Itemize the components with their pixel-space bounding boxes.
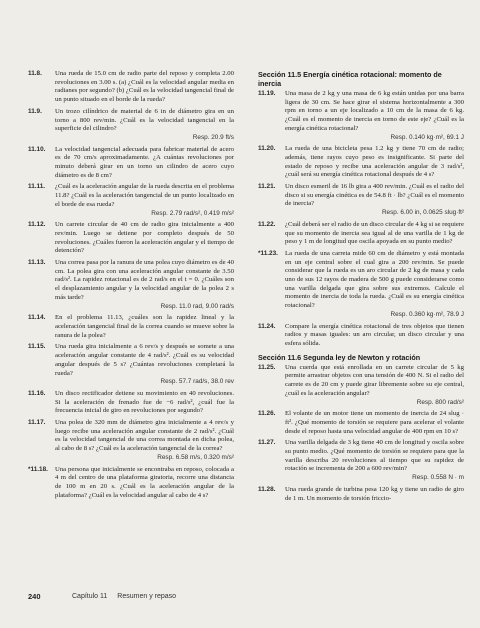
- problem-item: [28, 314, 234, 340]
- problem-number: 11.28.: [258, 485, 276, 493]
- problem-number: 11.13.: [28, 259, 46, 267]
- problem-item: [258, 221, 464, 247]
- problem-item: [258, 250, 464, 320]
- problem-body: [55, 466, 234, 501]
- problem-body: [285, 410, 464, 436]
- problem-answer: Resp. 57.7 rad/s, 38.0 rev: [160, 378, 234, 386]
- problem-item: [28, 419, 234, 463]
- problem-answer: Resp. 0.558 N · m: [412, 474, 464, 482]
- problem-number: 11.19.: [258, 90, 276, 97]
- problem-number: 11.22.: [258, 220, 276, 228]
- problem-body: [55, 70, 234, 105]
- problem-number: 11.21.: [258, 183, 276, 191]
- problem-answer: Resp. 800 rad/s²: [416, 398, 464, 406]
- problem-text: Compare la energía cinética rotacional de tres objetos que tienen radios y masas iguales: un aro circular, un disco circular y una esfera sólida.: [285, 322, 464, 347]
- problem-number: *11.18.: [28, 465, 48, 473]
- problem-text: Una polea de 320 mm de diámetro gira inicialmente a 4 rev/s y luego recibe una aceleración angular constante de 2 rad/s². ¿Cuál es la velocidad tangencial de una correa montada en dicha polea, al cabo de 8 s? ¿Cuál es la aceleración tangencial de la correa?: [55, 419, 234, 453]
- problem-body: [55, 108, 234, 143]
- page-footer: [28, 592, 176, 601]
- problem-number: 11.10.: [28, 145, 46, 153]
- problem-item: [258, 90, 464, 142]
- problem-body: [55, 259, 234, 311]
- problem-item: [28, 259, 234, 311]
- problem-item: [258, 364, 464, 408]
- problem-text: Una varilla delgada de 3 kg tiene 40 cm de longitud y oscila sobre su punto medio. ¿Qué momento de torsión se requiere para que la varilla describa 20 revoluciones al tiempo que su rapidez de rotación se incrementa de 200 a 600 rev/min?: [285, 439, 464, 473]
- problem-number: *11.23.: [258, 249, 278, 257]
- page-number: 240: [28, 592, 41, 601]
- problem-number: 11.15.: [28, 343, 46, 351]
- problem-item: [258, 439, 464, 483]
- problem-number: 11.14.: [28, 314, 46, 322]
- problem-body: [55, 343, 234, 387]
- problem-text: Una rueda gira inicialmente a 6 rev/s y después se somete a una aceleración angular constante de 4 rad/s². ¿Cuál es su velocidad angular después de 5 s? ¿Cuántas revoluciones completará la rueda?: [55, 343, 234, 377]
- problem-number: 11.27.: [258, 439, 276, 447]
- problem-answer: Resp. 2.79 rad/s², 0.419 m/s²: [151, 209, 234, 217]
- problem-answer: Resp. 6.00 in, 0.0625 slug·ft²: [381, 209, 464, 217]
- problem-text: Una masa de 2 kg y una masa de 6 kg están unidas por una barra ligera de 30 cm. Se hace girar el sistema horizontalmente a 300 rpm en torno a un eje localizado a 10 cm de la masa de 6 kg. ¿Cuál es el momento de inercia en torno de este eje? ¿Cuál es la energía cinética rotacional?: [285, 90, 464, 132]
- problem-item: [28, 70, 234, 105]
- problem-text: La rueda de una carreta mide 60 cm de diámetro y está montada en un eje central sobre el cual gira a 200 rev/min. Se puede considerar que la rueda es un aro circular de 2 kg de masa y cada uno de sus 12 rayos de madera de 500 g puede considerarse como una varilla delgada que gira sobre sus extremos. Calcule el momento de inercia de toda la rueda. ¿Cuál es su energía cinética rotacional?: [285, 249, 464, 310]
- chapter-title: Resumen y repaso: [117, 593, 177, 600]
- problem-text: En el problema 11.13, ¿cuáles son la rapidez lineal y la aceleración tangencial final de la correa cuando se mueve sobre la ranura de la polea?: [55, 314, 234, 339]
- problem-text: ¿Cuál deberá ser el radio de un disco circular de 4 kg si se requiere que su momento de inercia sea igual al de una varilla de 1 kg de peso y 1 m de longitud que oscila apoyada en su punto medio?: [285, 220, 465, 246]
- problem-body: [55, 146, 234, 181]
- problem-item: [28, 390, 234, 416]
- problem-text: Un trozo cilíndrico de material de 6 in de diámetro gira en un torno a 800 rev/min. ¿Cuál es la velocidad tangencial en la superficie del cilindro?: [55, 107, 234, 133]
- problem-number: 11.8.: [28, 70, 42, 77]
- problem-answer: Resp. 0.360 kg·m², 78.9 J: [390, 310, 464, 318]
- problem-number: 11.16.: [28, 389, 46, 397]
- problem-number: 11.11.: [28, 183, 46, 191]
- problem-body: [285, 323, 464, 349]
- problem-body: [55, 183, 234, 218]
- left-column: [28, 70, 234, 503]
- problem-number: 11.9.: [28, 107, 42, 115]
- problem-item: [28, 343, 234, 387]
- problem-text: Un disco rectificador detiene su movimiento en 40 revoluciones. Si la aceleración de frenado fue de −6 rad/s², ¿cuál fue la frecuencia inicial de giro en revoluciones por segundo?: [55, 389, 234, 415]
- problem-item: [258, 145, 464, 180]
- problem-item: [258, 486, 464, 503]
- problem-text: Una correa pasa por la ranura de una polea cuyo diámetro es de 40 cm. La polea gira con una aceleración angular constante de 3.50 rad/s². La rapidez rotacional es de 2 rad/s en el t = 0. ¿Cuáles son el desplazamiento angular y la velocidad angular de la polea 2 s más tarde?: [55, 259, 234, 301]
- problem-item: [28, 146, 234, 181]
- right-column: [258, 70, 464, 506]
- section-title-newton: Sección 11.6 Segunda ley de Newton y rotación: [258, 352, 421, 362]
- energy-problem-list: [258, 90, 464, 349]
- problem-answer: Resp. 11.0 rad, 9.00 rad/s: [160, 302, 234, 310]
- problem-body: [285, 439, 464, 483]
- problem-item: [258, 323, 464, 349]
- problem-item: [258, 410, 464, 436]
- problem-number: 11.20.: [258, 145, 276, 153]
- problem-answer: Resp. 0.140 kg·m², 69.1 J: [390, 133, 464, 141]
- problem-body: [285, 250, 464, 320]
- problem-body: [55, 390, 234, 416]
- problem-text: Un disco esmeril de 16 lb gira a 400 rev/min. ¿Cuál es el radio del disco si su energía cinética es de 54.8 ft · lb? ¿Cuál es el momento de inercia?: [285, 183, 464, 208]
- problem-item: [258, 183, 464, 218]
- problem-text: La velocidad tangencial adecuada para fabricar material de acero es de 70 cm/s aproximadamente. ¿A cuántas revoluciones por minuto deberá girar en un torno un cilindro de acero cuyo diámetro es de 8 cm?: [55, 145, 234, 179]
- problem-number: 11.17.: [28, 419, 46, 427]
- problem-text: Un carrete circular de 40 cm de radio gira inicialmente a 400 rev/min. Luego se detiene por completo después de 50 revoluciones. ¿Cuáles fueron la aceleración angular y el tiempo de detención?: [55, 221, 234, 255]
- problem-text: Una rueda grande de turbina pesa 120 kg y tiene un radio de giro de 1 m. Un momento de torsión friccio-: [285, 485, 464, 502]
- problem-text: Una persona que inicialmente se encontraba en reposo, colocada a 4 m del centro de una plataforma giratoria, recorre una distancia de 100 m en 20 s. ¿Cuál es la aceleración angular de la plataforma? ¿Cuál es la velocidad angular al cabo de 4 s?: [55, 465, 234, 499]
- problem-text: La rueda de una bicicleta pesa 1.2 kg y tiene 70 cm de radio; además, tiene rayos cuyo peso es insignificante. Si parte del estado de reposo y recibe una aceleración angular de 3 rad/s², ¿cuál será su energía cinética rotacional después de 4 s?: [285, 145, 464, 179]
- newton-problem-list: [258, 364, 464, 504]
- problem-text: El volante de un motor tiene un momento de inercia de 24 slug · ft². ¿Qué momento de torsión se requiere para acelerar el volante desde el reposo hasta una velocidad angular de 400 rpm en 10 s?: [285, 410, 464, 435]
- problem-body: [285, 90, 464, 142]
- problem-body: [55, 419, 234, 463]
- problem-text: ¿Cuál es la aceleración angular de la rueda descrita en el problema 11.8? ¿Cuál es la aceleración tangencial de un punto localizado en el borde de esa rueda?: [55, 183, 234, 208]
- problem-number: 11.12.: [28, 221, 46, 229]
- problem-body: [285, 183, 464, 218]
- problem-text: Una rueda de 15.0 cm de radio parte del reposo y completa 2.00 revoluciones en 3.00 s. (a) ¿Cuál es la velocidad angular media en radianes por segundo? (b) ¿Cuál es la velocidad tangencial final de un punto situado en el borde de la rueda?: [55, 70, 235, 104]
- problem-number: 11.24.: [258, 322, 276, 330]
- problem-text: Una cuerda que está enrollada en un carrete circular de 5 kg permite arrastrar objetos con una tensión de 400 N. Si el radio del carrete es de 20 cm y puede girar libremente sobre su eje central, ¿cuál es la aceleración angular?: [285, 363, 464, 397]
- problem-number: 11.26.: [258, 410, 276, 418]
- problem-body: [285, 486, 464, 503]
- problem-body: [285, 145, 464, 180]
- problem-body: [285, 364, 464, 408]
- problem-body: [55, 314, 234, 340]
- problem-answer: Resp. 20.9 ft/s: [192, 133, 234, 141]
- problem-number: 11.25.: [258, 363, 276, 371]
- problem-body: [285, 221, 464, 247]
- section-title-energy: Sección 11.5 Energía cinética rotacional: momento de inercia: [258, 70, 442, 88]
- problem-item: [28, 466, 234, 501]
- problem-item: [28, 221, 234, 256]
- chapter-label: Capítulo 11: [72, 593, 108, 600]
- problem-body: [55, 221, 234, 256]
- problem-answer: Resp. 6.58 m/s, 0.320 m/s²: [157, 453, 234, 461]
- problem-item: [28, 108, 234, 143]
- problem-item: [28, 183, 234, 218]
